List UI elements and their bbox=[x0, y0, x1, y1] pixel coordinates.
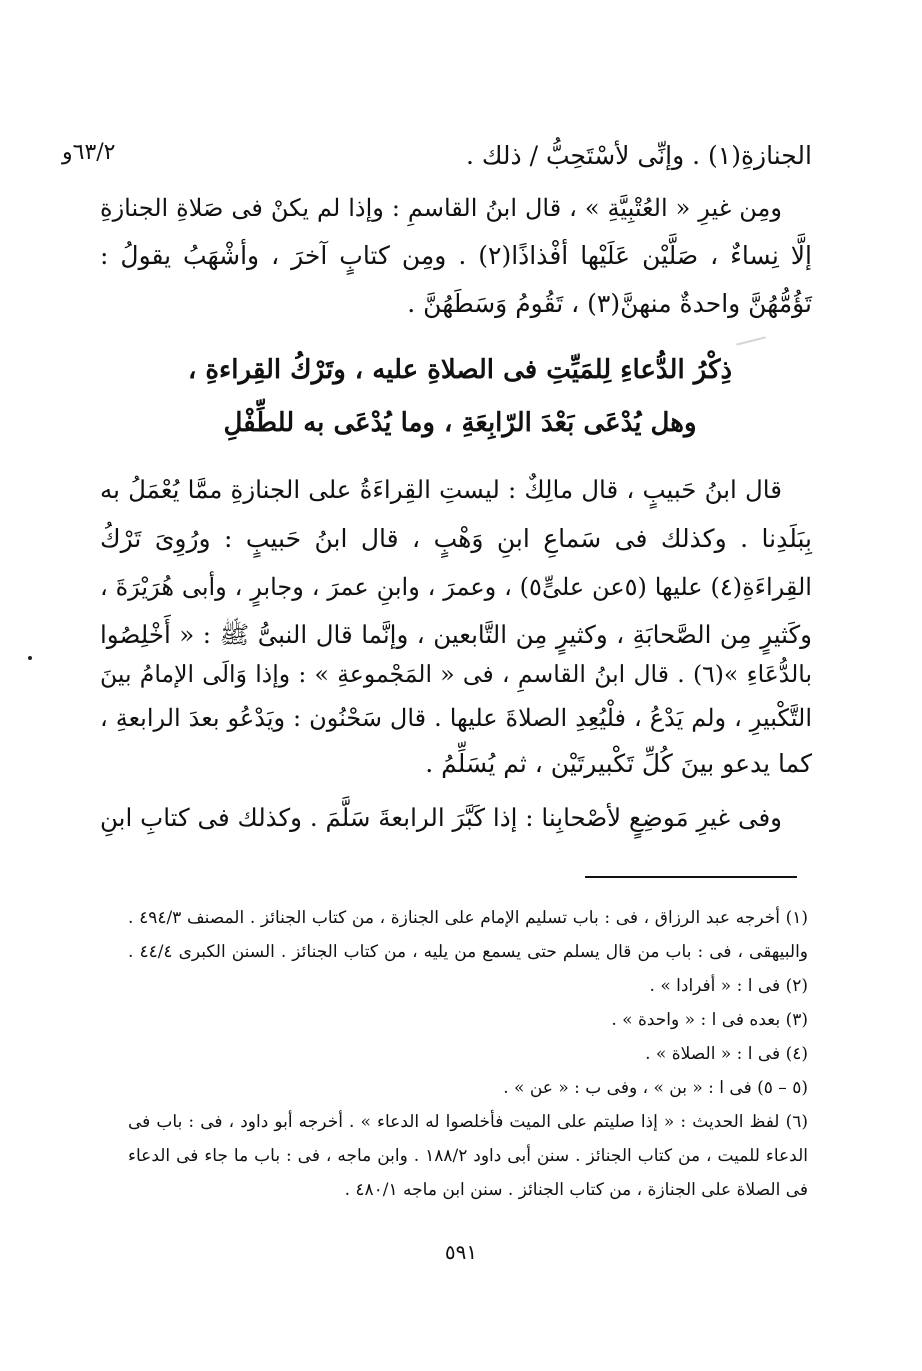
footnote-4: (٤) فى ا : « الصلاة » . bbox=[645, 1044, 808, 1064]
paragraph-1-line-1: ومِن غيرِ « العُتْبِيَّةِ » ، قال ابنُ القاسمِ : وإذا لم يكنْ فى صَلاةِ الجنازةِ bbox=[100, 194, 782, 222]
folio-marker: ٦٣/٢و bbox=[62, 140, 116, 165]
paragraph-2-line-6: التَّكْبيرِ ، ولم يَدْعُ ، فلْيُعِدِ الصلاةَ عليها . قال سَحْنُون : ويَدْعُو بعدَ الرابعةِ ، bbox=[100, 704, 812, 732]
paragraph-3-line-1: وفى غيرِ مَوضِعٍ لأصْحابِنا : إذا كَبَّرَ الرابعةَ سَلَّمَ . وكذلك فى كتابِ ابنِ bbox=[100, 803, 782, 832]
footnote-6-line-3: فى الصلاة على الجنازة ، من كتاب الجنائز . سنن ابن ماجه ٤٨٠/١ . bbox=[344, 1180, 808, 1200]
footnote-6-line-2: الدعاء للميت ، من كتاب الجنائز . سنن أبى داود ١٨٨/٢ . وابن ماجه ، فى : باب ما جاء فى الدعاء bbox=[128, 1146, 808, 1166]
paragraph-2-line-2: بِبَلَدِنا . وكذلك فى سَماعِ ابنِ وَهْبٍ ، قال ابنُ حَبيبٍ : ورُوِىَ تَرْكُ bbox=[100, 524, 812, 553]
section-heading-line-1: ذِكْرُ الدُّعاءِ لِلمَيِّتِ فى الصلاةِ عليه ، وتَرْكُ القِراءةِ ، bbox=[187, 355, 733, 385]
footnote-2: (٢) فى ا : « أفرادا » . bbox=[649, 976, 808, 996]
paragraph-2-line-3: القِراءَةِ(٤) عليها (٥عن علىٍّ٥) ، وعمرَ ، وابنِ عمرَ ، وجابرٍ ، وأبى هُرَيْرَةَ ، bbox=[100, 573, 812, 601]
footnote-1-line-2: والبيهقى ، فى : باب من قال يسلم حتى يسمع من يليه ، من كتاب الجنائز . السنن الكبرى ٤٤/٤ . bbox=[128, 942, 808, 962]
paragraph-2-line-1: قال ابنُ حَبيبٍ ، قال مالِكٌ : ليستِ القِراءَةُ على الجنازةِ ممَّا يُعْمَلُ به bbox=[100, 475, 782, 504]
footnote-3: (٣) بعده فى ا : « واحدة » . bbox=[611, 1010, 808, 1030]
paragraph-2-line-4: وكَثيرٍ مِن الصَّحابَةِ ، وكثيرٍ مِن التَّابعين ، وإنَّما قال النبىُّ ﷺ : « أَخْلِصُوا bbox=[100, 620, 812, 649]
footnote-1-line-1: (١) أخرجه عبد الرزاق ، فى : باب تسليم الإمام على الجنازة ، من كتاب الجنائز . المصنف ٤٩٤/٣ . bbox=[128, 908, 808, 928]
footnote-separator bbox=[585, 876, 797, 878]
paragraph-2-line-7: كما يدعو بينَ كُلِّ تَكْبيرتَيْن ، ثم يُسَلِّمُ . bbox=[425, 749, 812, 778]
paragraph-2-line-5: بالدُّعَاءِ »(٦) . قال ابنُ القاسمِ ، فى « المَجْموعةِ » : وإذا وَالَى الإمامُ بينَ bbox=[100, 660, 813, 688]
header-line: الجنازةِ(١) . وإنِّى لأسْتَحِبُّ / ذلك . bbox=[465, 141, 812, 170]
paragraph-1-line-3: تَؤُمُّهُنَّ واحدةٌ منهنَّ(٣) ، تَقُومُ وَسَطَهُنَّ . bbox=[407, 289, 812, 318]
footnote-6-line-1: (٦) لفظ الحديث : « إذا صليتم على الميت فأخلصوا له الدعاء » . أخرجه أبو داود ، فى : باب فى bbox=[128, 1112, 808, 1132]
footnote-5: (٥ – ٥) فى ا : « بن » ، وفى ب : « عن » . bbox=[503, 1078, 808, 1098]
scan-mark bbox=[736, 336, 766, 345]
paragraph-1-line-2: إلَّا نِساءٌ ، صَلَّيْن عَلَيْها أفْذاذًا(٢) . ومِن كتابٍ آخرَ ، وأشْهَبُ يقولُ : bbox=[100, 241, 812, 270]
section-heading-line-2: وهل يُدْعَى بَعْدَ الرّابِعَةِ ، وما يُدْعَى به للطِّفْلِ bbox=[223, 408, 697, 438]
scan-speck bbox=[28, 656, 32, 660]
page-number: ٥٩١ bbox=[444, 1240, 478, 1264]
